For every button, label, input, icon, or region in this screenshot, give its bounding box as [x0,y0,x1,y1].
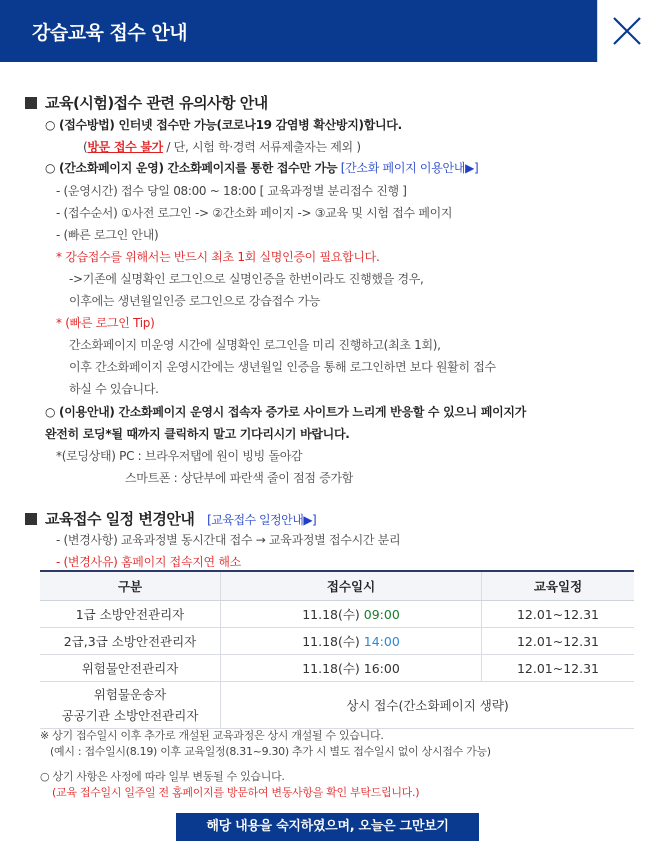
close-icon [612,16,642,46]
popup-title: 강습교육 접수 안내 [32,22,188,44]
section2-title: 교육접수 일정 변경안내 [교육접수 일정안내▶] [25,508,316,529]
close-button[interactable] [597,0,656,62]
header-date: 접수일시 [221,571,482,601]
square-bullet-icon [25,513,37,525]
change-reason: - (변경사유) 홈페이지 접속지연 해소 [56,555,241,569]
footnote-2: (예시 : 접수일시(8.19) 이후 교육일정(8.31~9.30) 추가 시 별도 접수일시 없이 상시접수 가능) [50,745,491,758]
table-row [40,628,634,655]
tip-line-2: 이후 간소화페이지 운영시간에는 생년월일 인증을 통해 로그인하면 보다 원활히 접수 [69,360,496,374]
square-bullet-icon [25,97,37,109]
loading-pc: *(로딩상태) PC : 브라우저탭에 원이 빙빙 돌아감 [56,449,303,463]
table-row [40,682,634,729]
usage-line-1: ○ (이용안내) 간소화페이지 운영시 접속자 증가로 사이트가 느리게 반응할 수 있으니 페이지가 [45,405,527,419]
dismiss-today-button[interactable]: 해당 내용을 숙지하였으며, 오늘은 그만보기 [176,813,479,841]
header-edu: 교육일정 [482,571,635,601]
schedule-table [40,570,634,729]
visit-no-label: 방문 접수 불가 [87,140,163,154]
tip-title: * (빠른 로그인 Tip) [56,316,155,330]
row-date: 11.18(수) 14:00 [221,628,482,655]
row-category: 2급,3급 소방안전관리자 [40,628,221,655]
schedule-guide-link[interactable]: [교육접수 일정안내▶] [207,513,317,527]
row-date: 11.18(수) 09:00 [221,601,482,628]
row-category: 위험물안전관리자 [40,655,221,682]
notice-1: ○ 상기 사항은 사정에 따라 일부 변동될 수 있습니다. [40,770,285,783]
row-edu: 12.01~12.31 [482,601,635,628]
section1-title: 교육(시험)접수 관련 유의사항 안내 [25,92,268,113]
simple-page-line: ○ (간소화페이지 운영) 간소화페이지를 통한 접수만 가능 [간소화 페이지 이용안내▶] [45,161,479,175]
table-header-row [40,571,634,601]
identity-note-2: 이후에는 생년월일인증 로그인으로 강습접수 가능 [69,294,321,308]
table-row [40,601,634,628]
simple-page-guide-link[interactable]: [간소화 페이지 이용안내▶] [340,161,479,175]
identity-note: * 강습접수를 위해서는 반드시 최초 1회 실명인증이 필요합니다. [56,250,380,264]
popup-header [0,0,597,62]
footnote-1: ※ 상기 접수일시 이후 추가로 개설된 교육과정은 상시 개설될 수 있습니다. [40,729,384,742]
row-category: 위험물운송자 공공기관 소방안전관리자 [40,682,221,729]
notice-2: (교육 접수일시 일주일 전 홈페이지를 방문하여 변동사항을 확인 부탁드립니다.) [52,786,420,799]
row-merged: 상시 접수(간소화페이지 생략) [221,682,635,729]
header-category: 구분 [40,571,221,601]
identity-note-1: ->기존에 실명확인 로그인으로 실명인증을 한번이라도 진행했을 경우, [69,272,424,286]
tip-line-3: 하실 수 있습니다. [69,382,159,396]
row-edu: 12.01~12.31 [482,655,635,682]
tip-line-1: 간소화페이지 미운영 시간에 실명확인 로그인을 미리 진행하고(최초 1회), [69,338,441,352]
op-time-line: - (운영시간) 접수 당일 08:00 ~ 18:00 [ 교육과정별 분리접수 진행 ] [56,184,407,198]
row-date: 11.18(수) 16:00 [221,655,482,682]
row-edu: 12.01~12.31 [482,628,635,655]
order-line: - (접수순서) ①사전 로그인 -> ②간소화 페이지 -> ③교육 및 시험 접수 페이지 [56,206,453,220]
row-category: 1급 소방안전관리자 [40,601,221,628]
table-row [40,655,634,682]
method-line: ○ (접수방법) 인터넷 접수만 가능(코로나19 감염병 확산방지)합니다. [45,118,402,132]
quick-login-line: - (빠른 로그인 안내) [56,228,159,242]
usage-line-2: 완전히 로딩*될 때까지 클릭하지 말고 기다리시기 바랍니다. [45,427,350,441]
loading-mobile: 스마트폰 : 상단부에 파란색 줄이 점점 증가함 [125,471,354,485]
change-detail: - (변경사항) 교육과정별 동시간대 접수 → 교육과정별 접수시간 분리 [56,533,401,547]
visit-line: (방문 접수 불가 / 단, 시험 학·경력 서류제출자는 제외 ) [83,140,361,154]
